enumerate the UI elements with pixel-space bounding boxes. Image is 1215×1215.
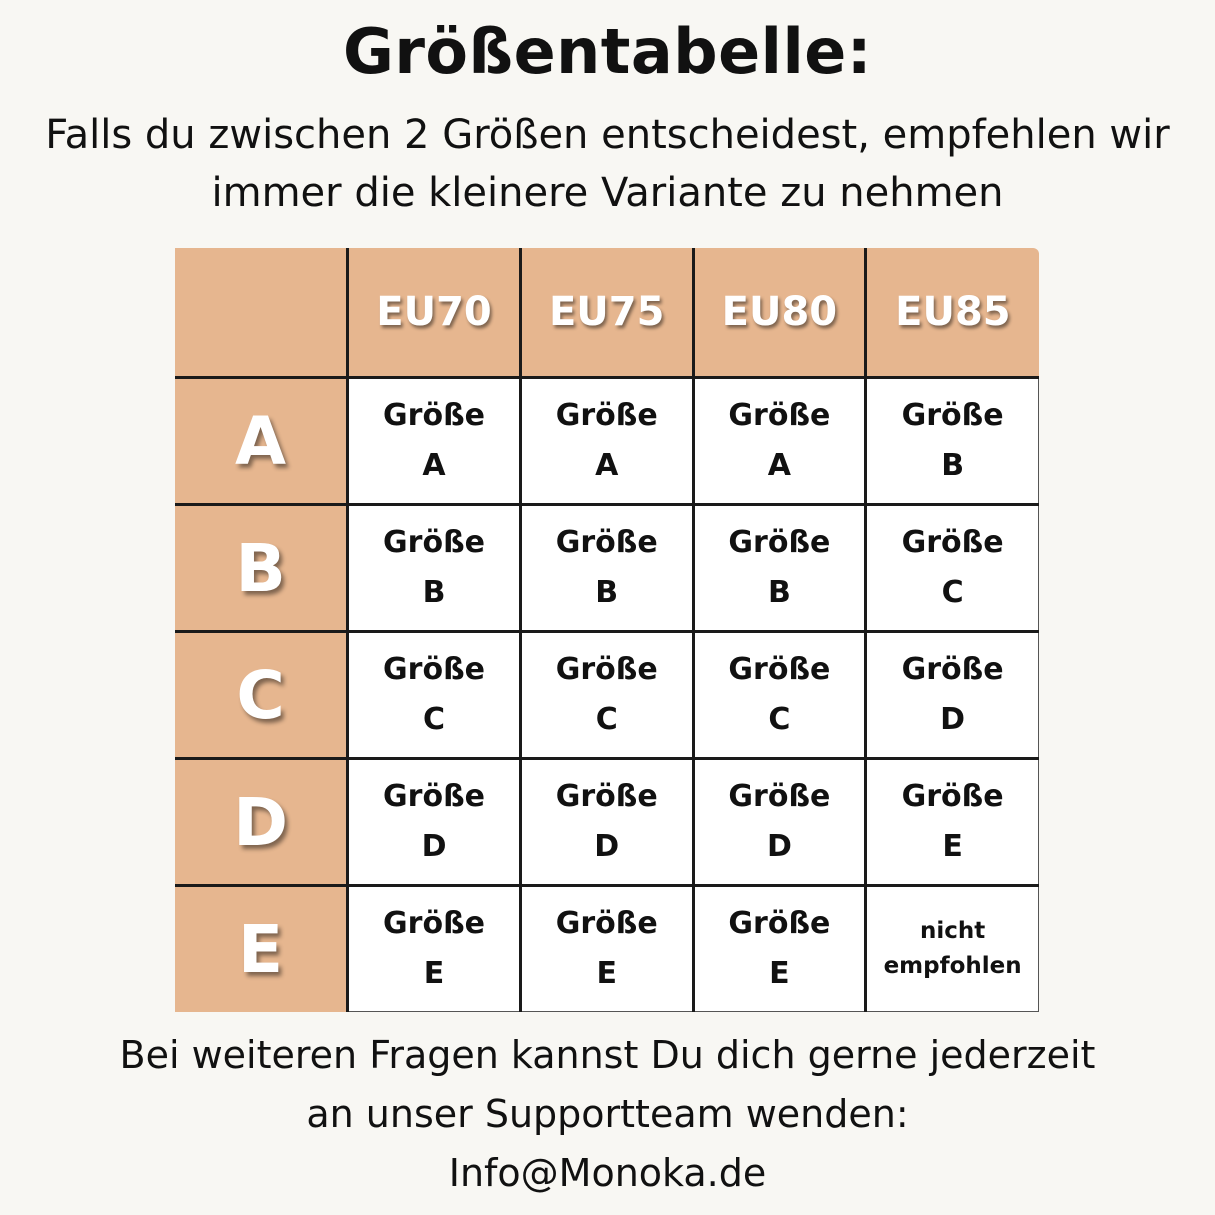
cell-label: Größe <box>728 525 831 560</box>
cell-label: Größe <box>555 652 658 687</box>
table-cell <box>866 632 1039 759</box>
cell-label: Größe <box>555 779 658 814</box>
table-row-c <box>175 632 1039 759</box>
cell-label: Größe <box>728 906 831 941</box>
table-cell <box>348 378 521 505</box>
cell-label: Größe <box>383 398 485 433</box>
cell-size: D <box>940 702 966 737</box>
table-cell <box>520 632 693 759</box>
table-cell <box>520 759 693 886</box>
table-cell <box>693 632 866 759</box>
corner-cell <box>175 248 348 378</box>
cell-label: Größe <box>901 652 1004 687</box>
table-cell <box>693 505 866 632</box>
table-row-a <box>175 378 1039 505</box>
cell-size: E <box>423 956 445 991</box>
table-cell-not-recommended <box>866 886 1039 1012</box>
cell-size: C <box>423 702 446 737</box>
column-header-eu85: EU85 <box>866 248 1039 378</box>
table-cell <box>866 378 1039 505</box>
cell-size: C <box>941 575 964 610</box>
table-cell <box>520 378 693 505</box>
cell-label: Größe <box>728 398 831 433</box>
cell-size: E <box>769 956 790 991</box>
cell-label: Größe <box>555 398 658 433</box>
cell-label: Größe <box>555 906 658 941</box>
cell-label: Größe <box>728 652 831 687</box>
table-row-b <box>175 505 1039 632</box>
table-cell <box>348 886 521 1012</box>
cell-size: B <box>422 575 446 610</box>
cell-size: D <box>766 829 792 864</box>
table-row-e <box>175 886 1039 1012</box>
table-cell <box>693 886 866 1012</box>
table-cell <box>520 886 693 1012</box>
not-recommended-line-2: empfohlen <box>883 953 1022 979</box>
header-row <box>175 248 1039 378</box>
cell-size: C <box>595 702 618 737</box>
cell-size: B <box>595 575 619 610</box>
row-header-e: E <box>175 886 348 1012</box>
table-cell <box>866 759 1039 886</box>
cell-label: Größe <box>383 525 485 560</box>
cell-size: B <box>767 575 791 610</box>
column-header-eu80: EU80 <box>693 248 866 378</box>
cell-label: Größe <box>901 779 1004 814</box>
cell-label: Größe <box>901 398 1004 433</box>
column-header-eu75: EU75 <box>520 248 693 378</box>
footer-line-2: an unser Supportteam wenden: <box>306 1092 909 1136</box>
cell-size: E <box>942 829 963 864</box>
subtitle-line-1: Falls du zwischen 2 Größen entscheidest, empfehlen wir <box>45 112 1170 158</box>
table-cell <box>693 378 866 505</box>
table-cell <box>866 505 1039 632</box>
subtitle-line-2: immer die kleinere Variante zu nehmen <box>211 170 1004 216</box>
table-cell <box>693 759 866 886</box>
subtitle <box>0 106 1215 222</box>
cell-size: B <box>941 448 965 483</box>
row-header-a: A <box>175 378 348 505</box>
table-row-d <box>175 759 1039 886</box>
cell-label: Größe <box>383 652 485 687</box>
cell-label: Größe <box>383 779 485 814</box>
cell-size: D <box>421 829 447 864</box>
not-recommended-line-1: nicht <box>919 918 986 944</box>
table-cell <box>348 505 521 632</box>
column-header-eu70: EU70 <box>348 248 521 378</box>
page-title: Größentabelle: <box>342 15 873 88</box>
table-cell <box>348 632 521 759</box>
support-email: Info@Monoka.de <box>448 1151 767 1195</box>
cell-size: C <box>768 702 791 737</box>
cell-size: A <box>767 448 792 483</box>
row-header-d: D <box>175 759 348 886</box>
support-footer <box>0 1026 1215 1203</box>
cell-size: D <box>594 829 620 864</box>
footer-line-1: Bei weiteren Fragen kannst Du dich gerne jederzeit <box>119 1033 1096 1077</box>
table-cell <box>348 759 521 886</box>
row-header-b: B <box>175 505 348 632</box>
row-header-c: C <box>175 632 348 759</box>
table-cell <box>520 505 693 632</box>
size-table <box>175 248 1039 1012</box>
cell-label: Größe <box>728 779 831 814</box>
cell-size: A <box>595 448 619 483</box>
cell-label: Größe <box>901 525 1004 560</box>
cell-label: Größe <box>555 525 658 560</box>
cell-size: E <box>596 956 617 991</box>
cell-size: A <box>422 448 446 483</box>
cell-label: Größe <box>383 906 485 941</box>
